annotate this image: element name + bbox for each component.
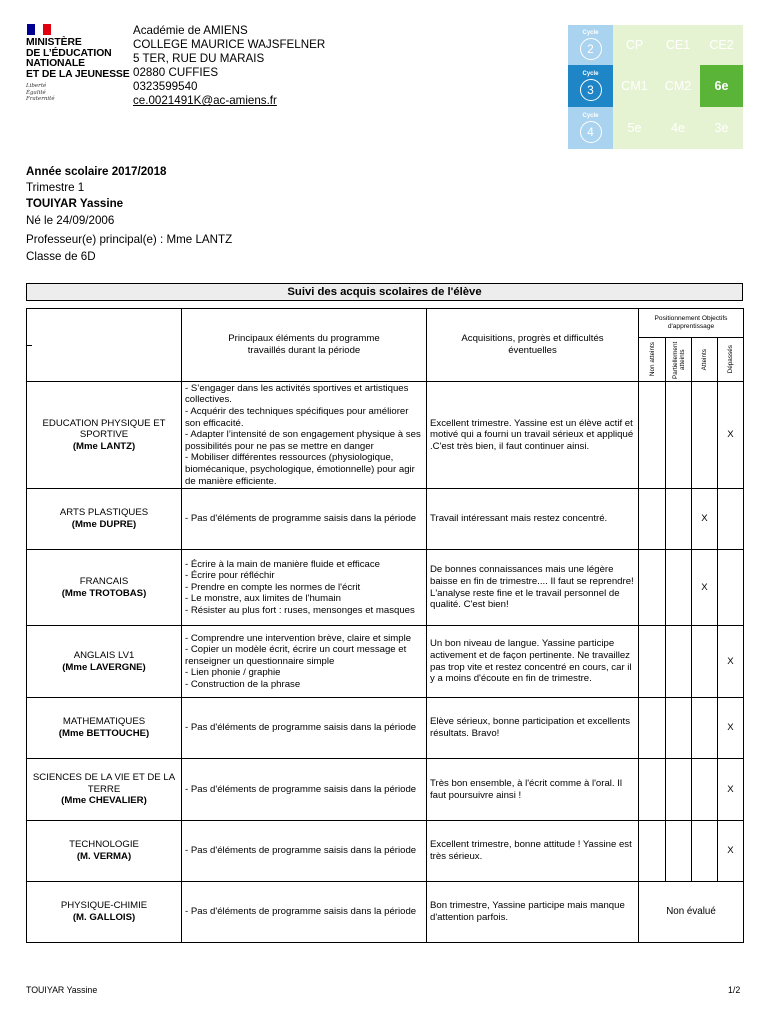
positioning-header: Positionnement Objectifs d'apprentissage xyxy=(639,309,744,338)
program-cell xyxy=(182,698,427,759)
subject-row xyxy=(27,759,744,821)
subject-teacher: (Mme CHEVALIER) xyxy=(61,795,147,807)
program-cell xyxy=(182,759,427,821)
subject-row xyxy=(27,821,744,882)
level-mark: X xyxy=(718,698,744,759)
level-ce1: CE1 xyxy=(656,25,700,65)
level-empty xyxy=(666,382,692,489)
level-empty xyxy=(639,821,666,882)
status-cell: Non évalué xyxy=(639,882,744,943)
subject-cell xyxy=(27,759,182,821)
school-phone: 0323599540 xyxy=(133,80,198,94)
level-empty xyxy=(692,821,718,882)
program-item: - Prendre en compte les normes de l'écrit xyxy=(185,581,361,593)
acquisitions-header: Acquisitions, progrès et difficultés éventuelles xyxy=(427,309,639,382)
program-cell xyxy=(182,550,427,626)
subject-row xyxy=(27,382,744,489)
program-cell xyxy=(182,489,427,550)
subject-name: MATHEMATIQUES xyxy=(62,716,146,728)
level-mark: X xyxy=(718,382,744,489)
student-name: TOUIYAR Yassine xyxy=(26,197,124,210)
subject-teacher: (Mme DUPRE) xyxy=(71,519,137,530)
comment-cell: De bonnes connaissances mais une légère baisse en fin de trimestre.... Il faut se reprendre! L'analyse reste fine et le travail personnel de qualité. C'est bien! xyxy=(427,550,639,626)
student-info xyxy=(26,164,232,265)
level-empty xyxy=(666,759,692,821)
school-email-link[interactable]: ce.0021491K@ac-amiens.fr xyxy=(133,94,277,108)
level-6e-current: 6e xyxy=(700,65,743,107)
program-item: - Pas d'éléments de programme saisis dans la période xyxy=(185,783,417,795)
school-street: 5 TER, RUE DU MARAIS xyxy=(133,52,265,66)
program-item: - Écrire à la main de manière fluide et efficace xyxy=(185,558,380,570)
program-cell xyxy=(182,382,427,489)
subject-header-cell xyxy=(27,309,182,382)
level-header-non-atteints: Non atteints xyxy=(639,338,666,382)
level-empty xyxy=(692,759,718,821)
subject-cell xyxy=(27,821,182,882)
program-item: - Pas d'éléments de programme saisis dans la période xyxy=(185,722,417,734)
program-item: - Pas d'éléments de programme saisis dans la période xyxy=(185,845,417,857)
level-mark: X xyxy=(718,759,744,821)
acquisitions-table xyxy=(26,308,744,943)
subject-row xyxy=(27,698,744,759)
comment-cell: Excellent trimestre. Yassine est un élève actif et motivé qui a fourni un travail sérieux et appliqué .C'est très bien, il faut continuer ainsi. xyxy=(427,382,639,489)
table-header-row xyxy=(27,309,744,338)
level-5e: 5e xyxy=(613,107,656,149)
level-empty xyxy=(666,626,692,698)
level-cp: CP xyxy=(613,25,656,65)
subject-teacher: (M. GALLOIS) xyxy=(72,912,136,923)
comment-cell: Excellent trimestre, bonne attitude ! Yassine est très sérieux. xyxy=(427,821,639,882)
subject-name: SCIENCES DE LA VIE ET DE LA TERRE xyxy=(32,772,176,795)
program-item: - Pas d'éléments de programme saisis dans la période xyxy=(185,906,417,918)
level-ce2: CE2 xyxy=(700,25,743,65)
comment-cell: Elève sérieux, bonne participation et excellents résultats. Bravo! xyxy=(427,698,639,759)
subject-cell xyxy=(27,882,182,943)
subject-teacher: (M. VERMA) xyxy=(76,851,132,862)
level-empty xyxy=(639,698,666,759)
main-teacher: Professeur(e) principal(e) : Mme LANTZ xyxy=(26,233,233,246)
footer-student-name: TOUIYAR Yassine xyxy=(26,985,98,995)
school-name: COLLEGE MAURICE WAJSFELNER xyxy=(133,38,326,52)
subject-name: PHYSIQUE-CHIMIE xyxy=(60,900,148,912)
subject-name: ARTS PLASTIQUES xyxy=(59,507,149,519)
level-mark: X xyxy=(692,489,718,550)
level-mark: X xyxy=(718,626,744,698)
cycle-level-grid xyxy=(568,25,743,149)
program-header: Principaux éléments du programme travaillés durant la période xyxy=(182,309,427,382)
level-empty xyxy=(666,821,692,882)
ministry-logo xyxy=(26,24,130,102)
level-header-depasses: Dépassés xyxy=(718,338,744,382)
program-item: - Adapter l’intensité de son engagement physique à ses possibilités pour ne pas se mettre en danger xyxy=(185,429,421,452)
school-address xyxy=(133,24,325,109)
birth-date: Né le 24/09/2006 xyxy=(26,213,115,227)
level-empty xyxy=(692,698,718,759)
program-item: - S’engager dans les activités sportives et artistiques collectives. xyxy=(185,382,409,406)
program-item: - Écrire pour réfléchir xyxy=(185,570,275,582)
comment-cell: Très bon ensemble, à l'écrit comme à l'oral. Il faut poursuivre ainsi ! xyxy=(427,759,639,821)
academy: Académie de AMIENS xyxy=(133,24,248,37)
school-city: 02880 CUFFIES xyxy=(133,66,219,80)
page-number: 1/2 xyxy=(728,985,741,995)
level-header-atteints: Atteints xyxy=(692,338,718,382)
level-empty xyxy=(666,698,692,759)
program-item: - Copier un modèle écrit, écrire un court message et renseigner un questionnaire simple xyxy=(185,644,407,667)
level-empty xyxy=(666,489,692,550)
level-empty xyxy=(692,626,718,698)
level-cm1: CM1 xyxy=(613,65,656,107)
cycle-2-tile: Cycle 2 xyxy=(568,25,613,65)
subject-name: TECHNOLOGIE xyxy=(69,839,139,851)
subject-teacher: (Mme TROTOBAS) xyxy=(61,587,147,599)
comment-cell: Travail intéressant mais restez concentré. xyxy=(427,489,639,550)
dash-mark xyxy=(27,345,32,346)
comment-cell: Bon trimestre, Yassine participe mais manque d'attention parfois. xyxy=(427,882,639,943)
level-4e: 4e xyxy=(656,107,700,149)
level-empty xyxy=(639,489,666,550)
term: Trimestre 1 xyxy=(26,180,85,194)
level-empty xyxy=(639,626,666,698)
subject-cell xyxy=(27,382,182,489)
subject-cell xyxy=(27,626,182,698)
level-mark: X xyxy=(718,821,744,882)
program-item: - Pas d'éléments de programme saisis dans la période xyxy=(185,513,417,525)
level-cm2: CM2 xyxy=(656,65,700,107)
subject-name: FRANCAIS xyxy=(79,575,129,587)
cycle-3-tile: Cycle 3 xyxy=(568,65,613,107)
level-empty xyxy=(639,550,666,626)
level-empty xyxy=(666,550,692,626)
subject-cell xyxy=(27,698,182,759)
republic-motto: Liberté Égalité Fraternité xyxy=(26,83,55,102)
section-title: Suivi des acquis scolaires de l'élève xyxy=(26,283,743,301)
program-item: - Construction de la phrase xyxy=(185,678,301,690)
ministry-name: MINISTÈRE DE L’ÉDUCATION NATIONALE ET DE LA JEUNESSE xyxy=(26,37,130,80)
program-item: - Acquérir des techniques spécifiques pour améliorer son efficacité. xyxy=(185,406,409,429)
subject-name: EDUCATION PHYSIQUE ET SPORTIVE xyxy=(42,417,166,441)
program-item: - Mobiliser différentes ressources (physiologique, biomécanique, psychologique, émotionnelle) pour agir de manière efficiente. xyxy=(185,452,415,487)
program-item: - Le monstre, aux limites de l'humain xyxy=(185,593,341,605)
class-name: Classe de 6D xyxy=(26,249,96,263)
subject-cell xyxy=(27,489,182,550)
comment-cell: Un bon niveau de langue. Yassine participe activement et de façon pertinente. Ne travaillez pas trop vite et restez concentré en cours, car il y a moins d'écoute en fin de trimestre. xyxy=(427,626,639,698)
level-empty xyxy=(639,759,666,821)
subject-teacher: (Mme LANTZ) xyxy=(72,440,136,452)
cycle-4-tile: Cycle 4 xyxy=(568,107,613,149)
program-item: - Lien phonie / graphie xyxy=(185,667,281,679)
subject-row xyxy=(27,489,744,550)
school-year: Année scolaire 2017/2018 xyxy=(26,165,167,178)
subject-name: ANGLAIS LV1 xyxy=(73,649,135,661)
level-empty xyxy=(718,489,744,550)
program-cell xyxy=(182,882,427,943)
french-flag-icon xyxy=(27,24,51,35)
level-empty xyxy=(692,382,718,489)
program-item: - Comprendre une intervention brève, claire et simple xyxy=(185,632,412,644)
subject-row xyxy=(27,550,744,626)
program-cell xyxy=(182,821,427,882)
level-3e: 3e xyxy=(700,107,743,149)
subject-teacher: (Mme BETTOUCHE) xyxy=(58,728,150,739)
subject-cell xyxy=(27,550,182,626)
level-mark: X xyxy=(692,550,718,626)
program-cell xyxy=(182,626,427,698)
program-item: - Résister au plus fort : ruses, mensonges et masques xyxy=(185,604,415,616)
subject-row xyxy=(27,626,744,698)
level-empty xyxy=(639,382,666,489)
level-empty xyxy=(718,550,744,626)
subject-teacher: (Mme LAVERGNE) xyxy=(62,661,146,673)
level-header-partiellement: Partiellement atteints xyxy=(666,338,692,382)
subject-row xyxy=(27,882,744,943)
